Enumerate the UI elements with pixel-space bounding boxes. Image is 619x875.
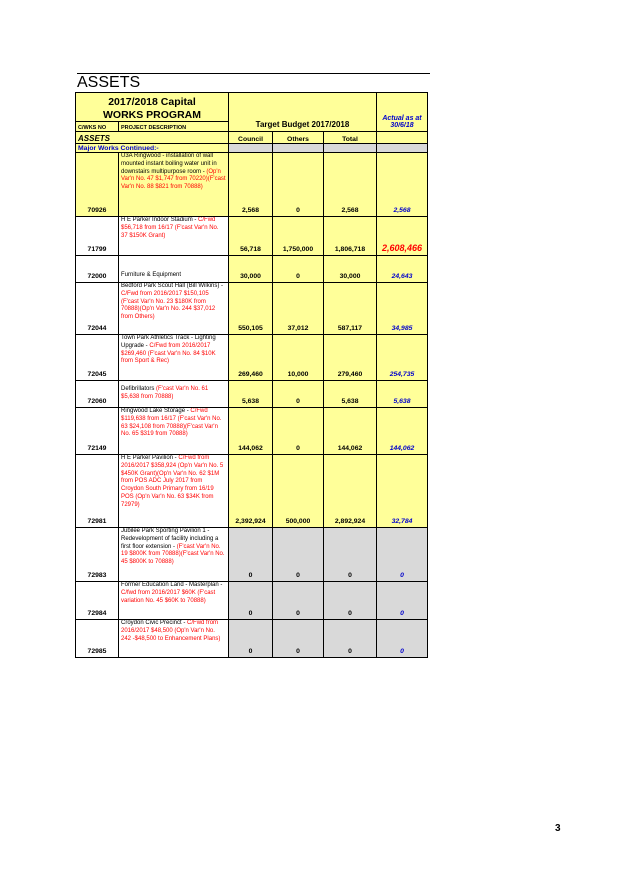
total-value: 2,568 [324,153,377,217]
table-row [76,582,428,620]
actual-value: 0 [377,582,428,620]
others-value: 500,000 [273,455,324,528]
actual-value: 254,735 [377,335,428,381]
project-code: 72045 [76,335,119,381]
table-row [76,283,428,335]
total-value: 0 [324,620,377,658]
description-text: Town Park Athletics Track - Lighting Upgrade - [121,335,216,349]
others-value: 0 [273,153,324,217]
others-column-header: Others [273,132,324,144]
table-row [76,381,428,408]
description-text: Former Education Land - Masterplan - [121,582,223,588]
total-value: 5,638 [324,381,377,408]
description-text: Furniture & Equipment [121,272,182,279]
project-code: 71799 [76,217,119,256]
project-code: 72983 [76,528,119,582]
header-blank [229,93,377,108]
total-value: 279,460 [324,335,377,381]
council-value: 0 [229,528,273,582]
council-value: 0 [229,620,273,658]
total-value: 0 [324,582,377,620]
council-value: 5,638 [229,381,273,408]
project-description [119,582,229,620]
others-value: 0 [273,408,324,455]
council-value: 2,568 [229,153,273,217]
description-text: H E Parker Pavilion - [121,455,179,461]
project-code: 72984 [76,582,119,620]
description-text: Croydon Civic Precinct - [121,620,188,626]
project-description [119,153,229,217]
total-value: 587,117 [324,283,377,335]
grey-cell [229,144,273,153]
council-column-header: Council [229,132,273,144]
table-row [76,153,428,217]
total-value: 144,062 [324,408,377,455]
council-value: 30,000 [229,256,273,283]
description-variation: C/Fwd from 2016/2017 $48,500 (Op'n Var'n No. 242 -$48,500 to Enhancement Plans) [121,620,221,642]
header-blank [377,93,428,108]
actual-heading: Actual as at [377,108,428,122]
actual-value: 2,568 [377,153,428,217]
grey-cell [273,144,324,153]
project-description [119,283,229,335]
target-budget-heading: Target Budget 2017/2018 [229,108,377,132]
council-value: 269,460 [229,335,273,381]
actual-value: 0 [377,620,428,658]
continued-label: Major Works Continued:- [76,144,229,153]
total-value: 30,000 [324,256,377,283]
council-value: 56,718 [229,217,273,256]
actual-date: 30/6/18 [377,122,428,132]
table-row [76,620,428,658]
project-code: 72985 [76,620,119,658]
grey-cell [324,144,377,153]
description-variation: C/Fwd $56,718 from 16/17 (F'cast Var'n No. 37 $150K Grant) [121,217,219,239]
others-value: 1,750,000 [273,217,324,256]
capital-works-table [75,92,428,658]
actual-value: 34,985 [377,283,428,335]
council-value: 144,062 [229,408,273,455]
actual-value: 32,784 [377,455,428,528]
actual-value: 5,638 [377,381,428,408]
table-row [76,335,428,381]
description-text: U3A Ringwood - installation of wall mounted instant boiling water unit in downstairs multipurpose room - [121,153,217,175]
others-value: 37,012 [273,283,324,335]
project-code: 70926 [76,153,119,217]
total-value: 2,892,924 [324,455,377,528]
table-row [76,217,428,256]
others-value: 0 [273,620,324,658]
project-code: 72981 [76,455,119,528]
grey-cell [377,144,428,153]
others-value: 0 [273,256,324,283]
description-variation: C/Fwd from 2016/2017 $150,105 (F'cast Var'n No. 23 $180K from 70888)(Op'n Var'n No. 244 $37,012 from Others) [121,290,216,321]
project-code: 72060 [76,381,119,408]
description-text: Ringwood Lake Storage - [121,408,191,414]
project-description [119,528,229,582]
table-row [76,256,428,283]
description-variation: (F'cast Var'n No. 61 $5,638 from 70888) [121,386,209,400]
project-code: 72000 [76,256,119,283]
year-heading: 2017/2018 Capital [76,93,229,108]
description-text: Jubilee Park Sporting Pavilion 1 - Redevelopment of facility including a first floor extension - [121,528,219,550]
project-description [119,217,229,256]
table-row [76,455,428,528]
others-value: 0 [273,381,324,408]
project-description [119,256,229,283]
program-heading: WORKS PROGRAM [76,108,229,122]
table-row [76,528,428,582]
project-description [119,455,229,528]
actual-value: 2,608,466 [377,217,428,256]
description-variation: C/Fwd from 2016/2017 $358,924 (Op'n Var'n No. 5 $450K Grant)(Op'n Var'n No. 62 $1M from POS ADC July 2017 from Croydon South Primary from 16/19 POS (Op'n Var'n No. 63 $34K from 72979) [121,455,224,508]
section-heading: ASSETS [76,132,229,144]
project-description [119,335,229,381]
others-value: 0 [273,582,324,620]
header-blank [377,132,428,144]
council-value: 2,392,924 [229,455,273,528]
description-variation: C/Fwd $119,638 from 16/17 (F'cast Var'n No. 63 $24,108 from 70888)(F'cast Var'n No. 65 $319 from 70888) [121,408,222,438]
total-value: 1,806,718 [324,217,377,256]
description-variation: (F'cast Var'n No. 19 $800K from 70888)(F'cast Var'n No. 45 $800K to 70888) [121,543,225,566]
project-code: 72149 [76,408,119,455]
council-value: 0 [229,582,273,620]
actual-value: 0 [377,528,428,582]
council-value: 550,105 [229,283,273,335]
description-variation: C/fwd from 2016/2017 $60K (F'cast variation No. 45 $60K to 70888) [121,589,216,604]
actual-value: 24,643 [377,256,428,283]
total-column-header: Total [324,132,377,144]
project-description [119,381,229,408]
actual-value: 144,062 [377,408,428,455]
others-value: 0 [273,528,324,582]
description-text: H E Parker Indoor Stadium - [121,217,199,223]
project-code: 72044 [76,283,119,335]
description-text: Bedford Park Scout Hall (Bill Wilkins) - [121,283,224,289]
description-column-header: PROJECT DESCRIPTION [119,122,229,132]
description-variation: C/Fwd from 2016/2017 $269,460 (F'cast Var'n No. 84 $10K from Sport & Rec) [121,342,216,365]
total-value: 0 [324,528,377,582]
page-number: 3 [555,823,561,834]
description-variation: (Op'n Var'n No. 47 $1,747 from 70220)(F'cast Var'n No. 88 $821 from 70888) [121,168,226,191]
table-row [76,408,428,455]
code-column-header: C/WKS NO [76,122,119,132]
project-description [119,620,229,658]
others-value: 10,000 [273,335,324,381]
project-description [119,408,229,455]
description-text: Defibrillators [121,386,157,393]
page-title: ASSETS [77,74,141,91]
